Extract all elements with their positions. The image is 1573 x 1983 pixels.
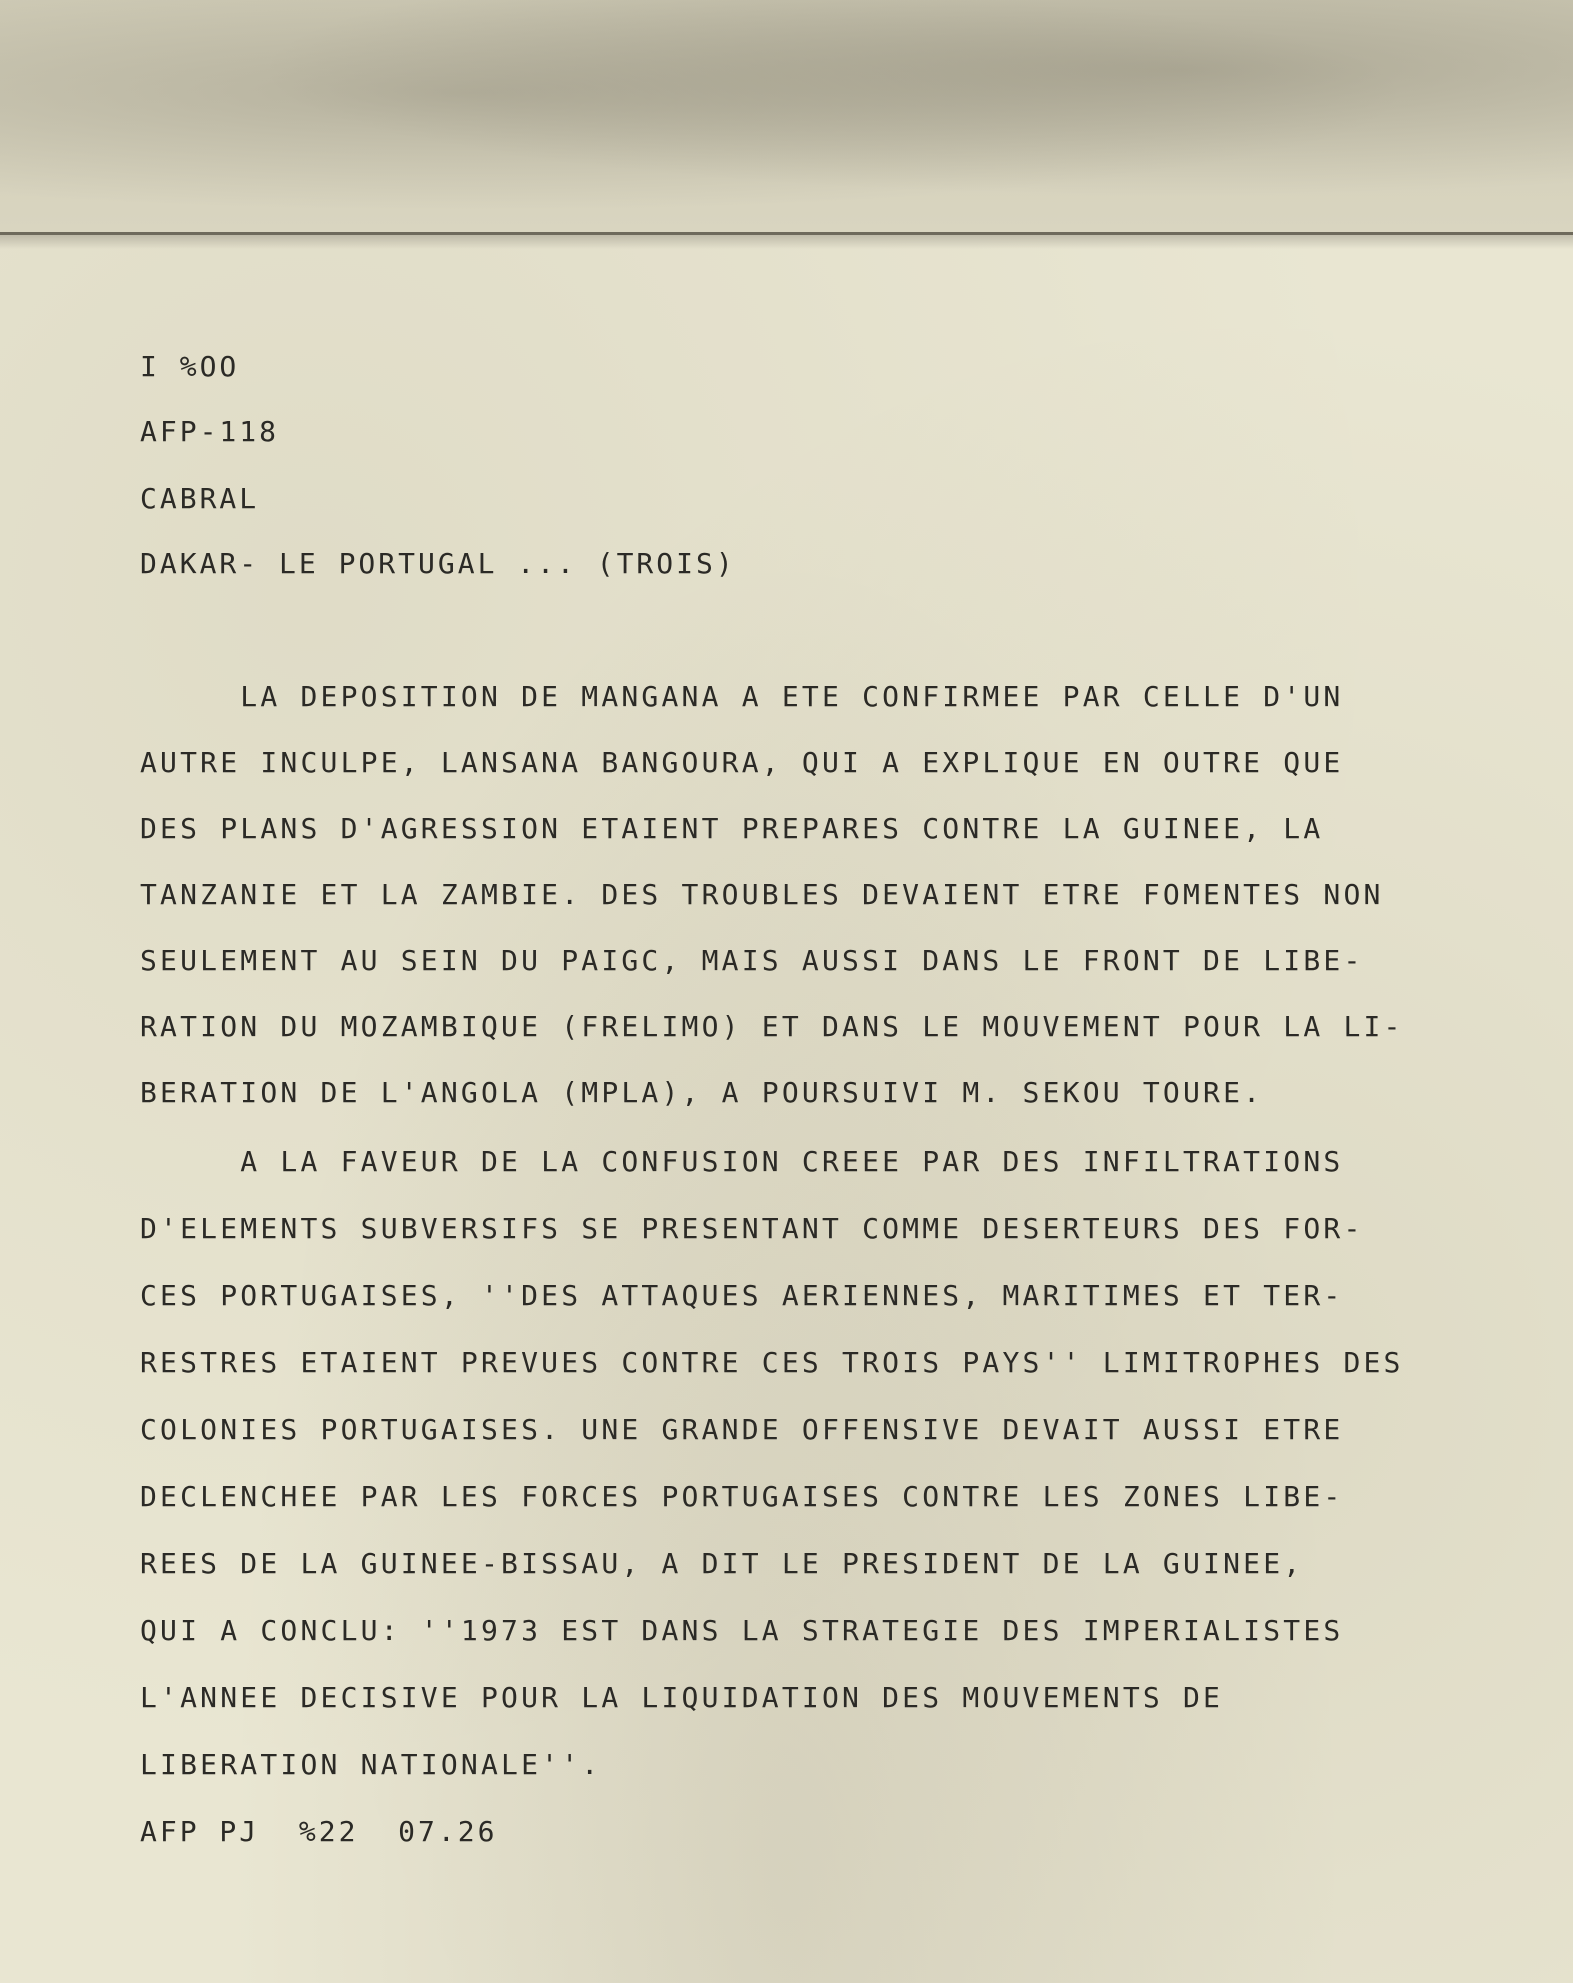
fold-shadow (0, 235, 1573, 249)
body-line: CES PORTUGAISES, ''DES ATTAQUES AERIENNES, MARITIMES ET TER- (140, 1279, 1344, 1312)
agency-code: AFP-118 (140, 415, 280, 448)
folded-top-band (0, 0, 1573, 235)
body-line: QUI A CONCLU: ''1973 EST DANS LA STRATEGIE DES IMPERIALISTES (140, 1614, 1344, 1647)
body-line: RATION DU MOZAMBIQUE (FRELIMO) ET DANS LE MOUVEMENT POUR LA LI- (140, 1010, 1404, 1043)
body-line: BERATION DE L'ANGOLA (MPLA), A POURSUIVI M. SEKOU TOURE. (140, 1076, 1264, 1109)
body-line: D'ELEMENTS SUBVERSIFS SE PRESENTANT COMME DESERTEURS DES FOR- (140, 1212, 1364, 1245)
body-line: REES DE LA GUINEE-BISSAU, A DIT LE PRESIDENT DE LA GUINEE, (140, 1547, 1304, 1580)
body-line: A LA FAVEUR DE LA CONFUSION CREEE PAR DES INFILTRATIONS (140, 1145, 1344, 1178)
body-line: COLONIES PORTUGAISES. UNE GRANDE OFFENSIVE DEVAIT AUSSI ETRE (140, 1413, 1344, 1446)
dateline: DAKAR- LE PORTUGAL ... (TROIS) (140, 547, 736, 580)
slug-line: I %OO (140, 350, 240, 383)
body-line: LA DEPOSITION DE MANGANA A ETE CONFIRMEE PAR CELLE D'UN (140, 680, 1344, 713)
footer-line: AFP PJ %22 07.26 (140, 1815, 498, 1848)
body-line: RESTRES ETAIENT PREVUES CONTRE CES TROIS PAYS'' LIMITROPHES DES (140, 1346, 1404, 1379)
body-line: AUTRE INCULPE, LANSANA BANGOURA, QUI A EXPLIQUE EN OUTRE QUE (140, 746, 1344, 779)
body-line: LIBERATION NATIONALE''. (140, 1748, 602, 1781)
body-line: SEULEMENT AU SEIN DU PAIGC, MAIS AUSSI DANS LE FRONT DE LIBE- (140, 944, 1364, 977)
body-line: L'ANNEE DECISIVE POUR LA LIQUIDATION DES MOUVEMENTS DE (140, 1681, 1224, 1714)
body-line: DECLENCHEE PAR LES FORCES PORTUGAISES CONTRE LES ZONES LIBE- (140, 1480, 1344, 1513)
body-line: DES PLANS D'AGRESSION ETAIENT PREPARES CONTRE LA GUINEE, LA (140, 812, 1324, 845)
body-line: TANZANIE ET LA ZAMBIE. DES TROUBLES DEVAIENT ETRE FOMENTES NON (140, 878, 1384, 911)
keyword: CABRAL (140, 482, 260, 515)
